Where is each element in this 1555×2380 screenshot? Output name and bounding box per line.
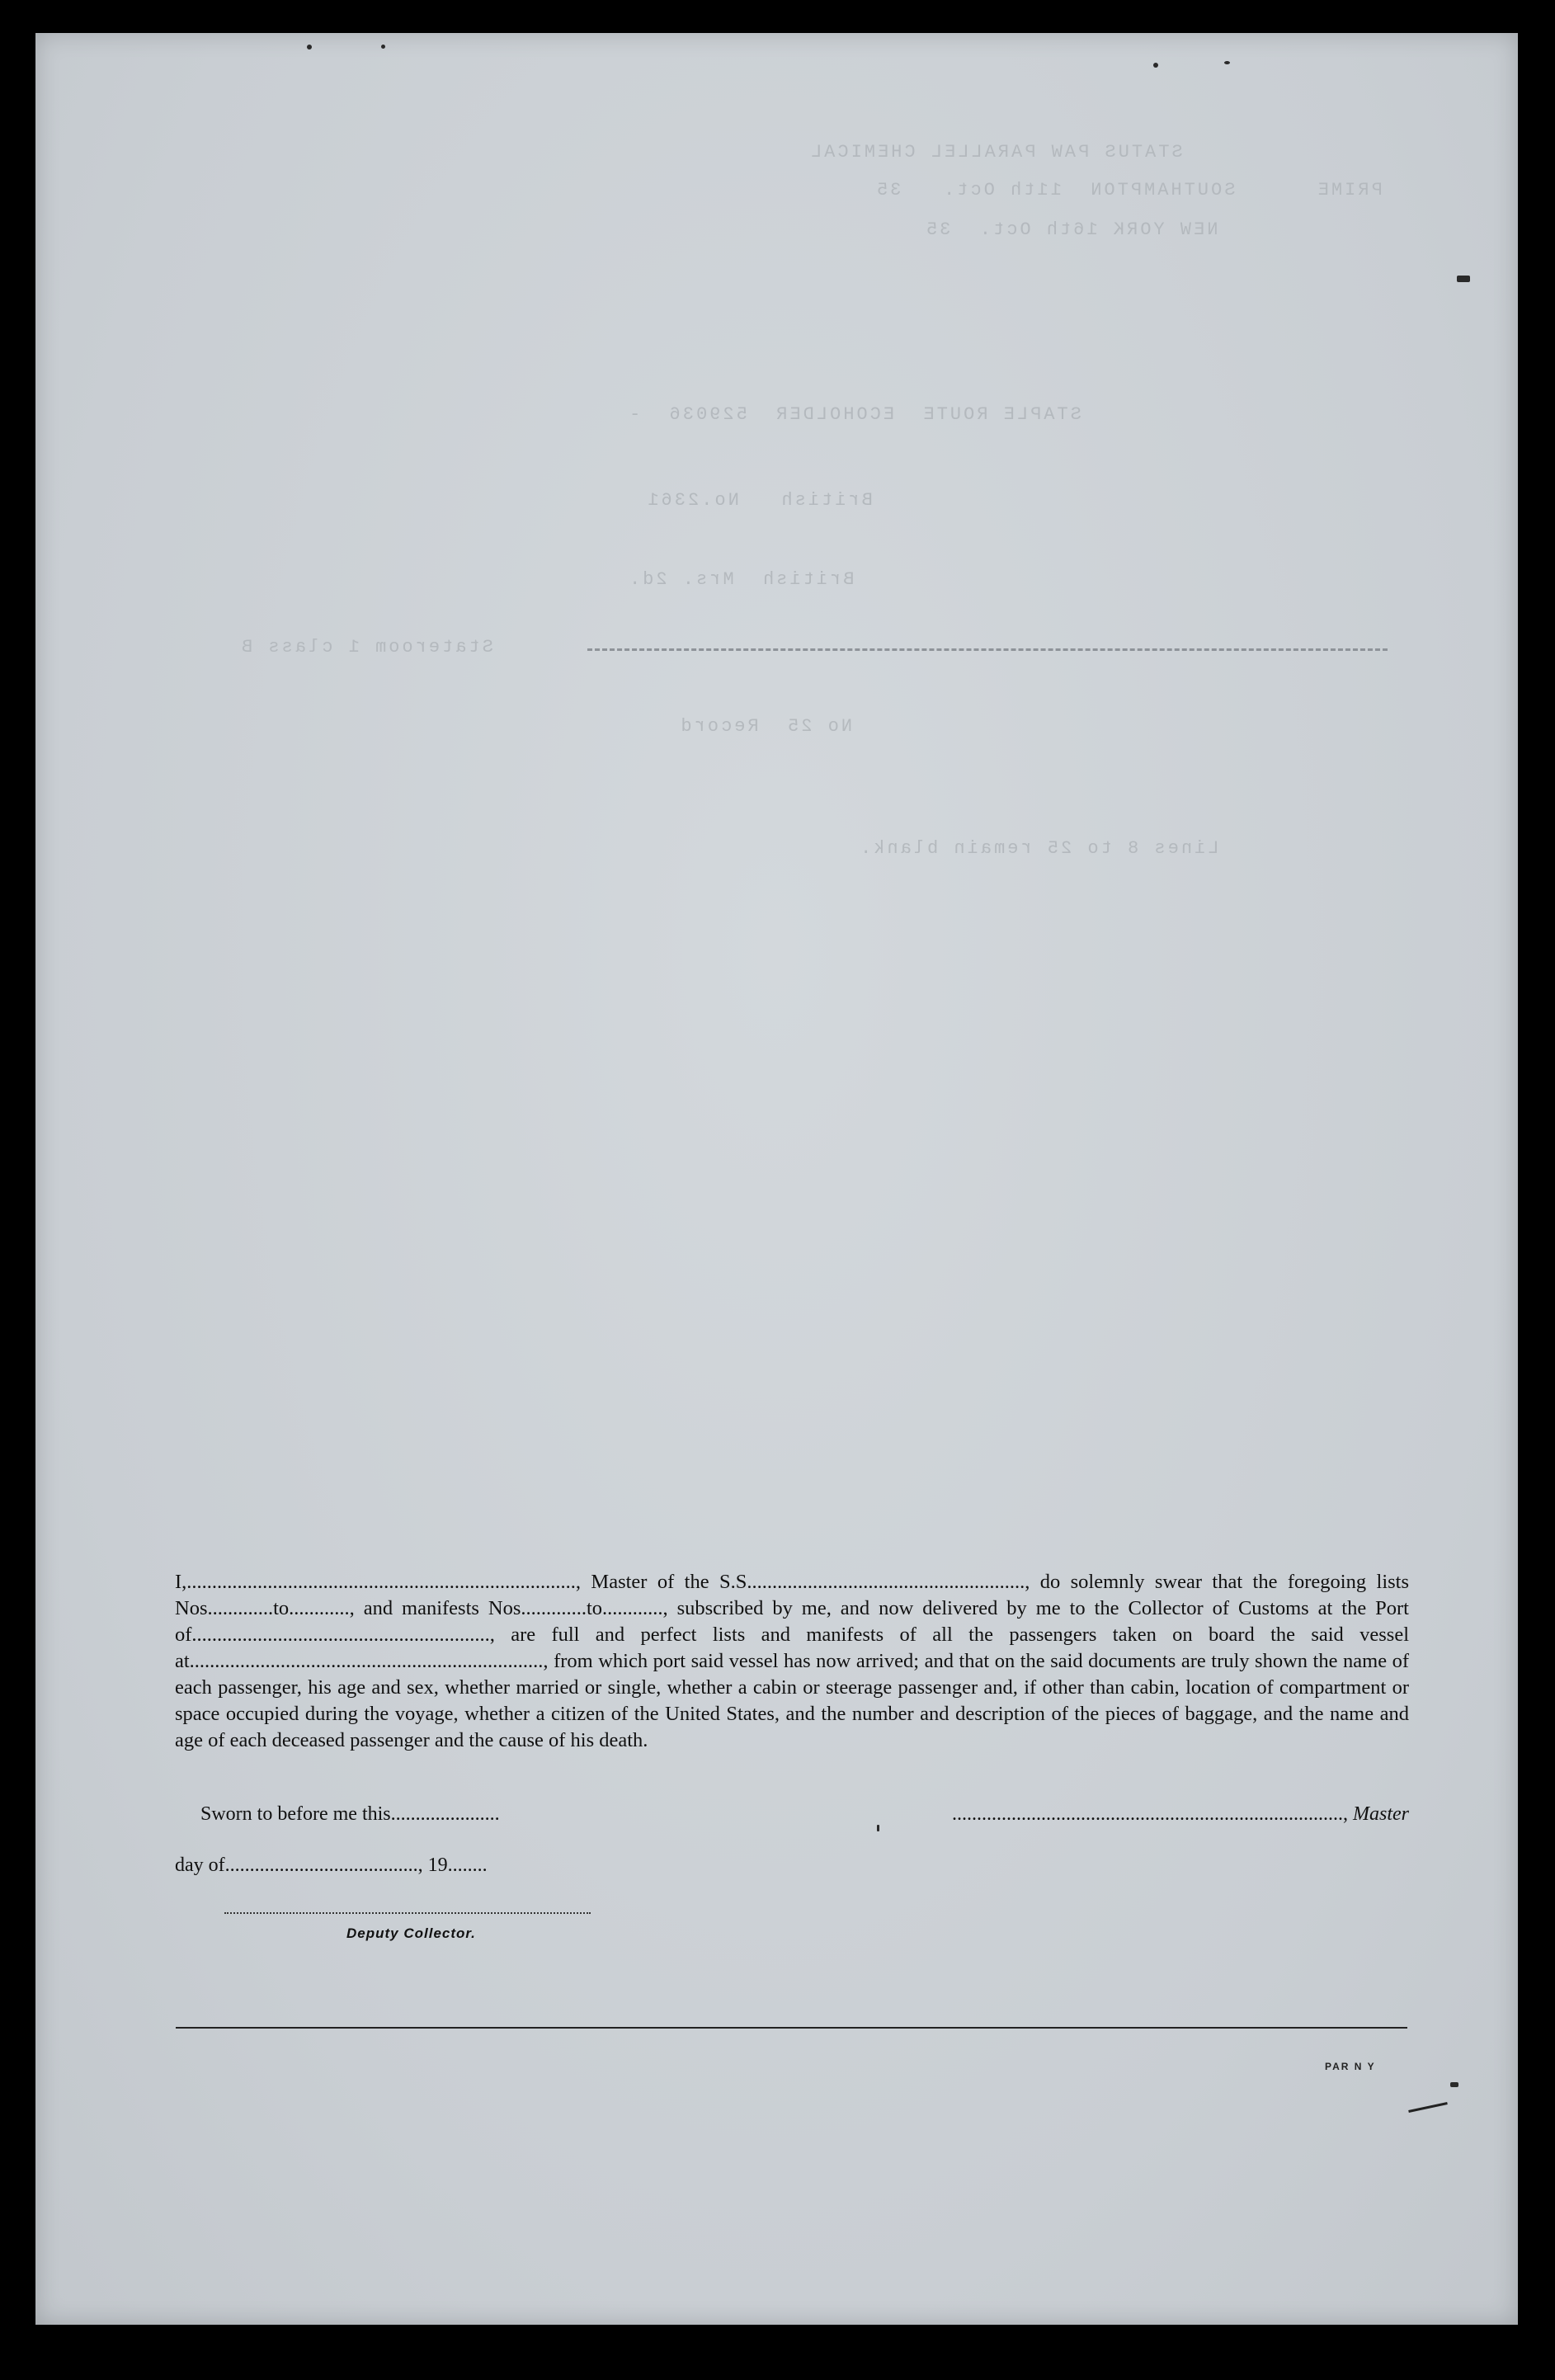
scan-speck [1450, 2082, 1458, 2087]
oath-text: I,............................................................................., Master of the S.S......................................................., do solemnly swear that the foregoing lists Nos.............to............, and manifests Nos.............to............, subscribed by me, and now delivered by me to the Collector of Customs at the Port of..........................................................., are full and perfect lists and manifests of all the passengers taken on board the said vessel at......................................................................, from which port said vessel has now arrived; and that on the said documents are truly shown the name of each passenger, his age and sex, whether married or single, whether a cabin or steerage passenger and, if other than cabin, location of compartment or space occupied during the voyage, whether a citizen of the United States, and the number and description of the pieces of baggage, and the name and age of each deceased passenger and the cause of his death. [175, 1571, 1409, 1751]
master-signature-dots: ..............................................................................., [952, 1803, 1348, 1825]
scan-speck [381, 45, 385, 49]
bleed-through-text: Stateroom 1 class B [239, 637, 493, 657]
bleed-through-text: STATUS PAW PARALLEL CHEMICAL [808, 142, 1183, 163]
deputy-collector-label: Deputy Collector. [346, 1925, 476, 1941]
deputy-collector-signature-line [224, 1912, 591, 1914]
scan-speck [1153, 63, 1158, 68]
oath-paragraph [175, 1569, 1409, 1754]
bleed-through-text: No 25 Record [652, 716, 853, 737]
document-page [35, 33, 1518, 2325]
scan-speck [877, 1825, 879, 1831]
bleed-through-text: NEW YORK 16th Oct. 35 [924, 219, 1218, 240]
scan-speck [1457, 276, 1470, 282]
master-signature-line [902, 1802, 1409, 1826]
bleed-through-text: STAPLE ROUTE ECOHOLDER 529036 - [627, 404, 1081, 425]
bleed-through-text: Lines 8 to 25 remain blank. [858, 838, 1219, 859]
bottom-rule [176, 2027, 1407, 2029]
day-of-line: day of......................................., 19........ [175, 1855, 488, 1876]
bleed-through-text: British Mrs. 2d. [627, 569, 855, 590]
sworn-before-line: Sworn to before me this...................... [200, 1803, 500, 1825]
master-label: Master [1353, 1803, 1409, 1825]
bleed-through-text: PRIME SOUTHAMPTON 11th Oct. 35 [874, 180, 1383, 200]
bleed-through-rule [587, 648, 1388, 651]
scan-speck [1224, 61, 1230, 64]
bleed-through-text: British No.2361 [619, 490, 873, 511]
scan-speck [307, 45, 312, 49]
printer-mark: PAR N Y [1325, 2061, 1376, 2072]
